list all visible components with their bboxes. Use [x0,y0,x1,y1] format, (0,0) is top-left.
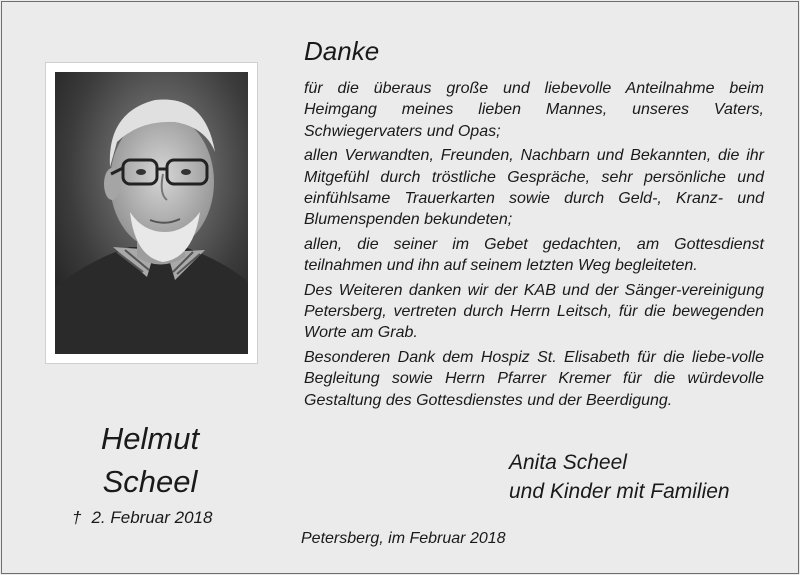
signature-line-1: Anita Scheel [509,451,627,474]
place-date: Petersberg, im Februar 2018 [301,530,506,547]
notice-paragraph: für die überaus große und liebevolle Anteilnahme beim Heimgang meines lieben Mannes, unseres Vaters, Schwiegervaters und Opas; [304,80,764,140]
obituary-card [1,1,799,574]
portrait-frame [45,62,258,364]
deceased-first-name: Helmut [100,421,200,456]
notice-body [304,78,764,414]
deceased-last-name: Scheel [102,464,198,499]
notice-paragraph: allen, die seiner im Gebet gedachten, am Gottesdienst teilnahmen und ihn auf seinem letzten Weg begleiteten. [304,235,764,275]
signature-line-2: und Kinder mit Familien [509,480,730,503]
cross-icon: † [72,508,82,527]
notice-paragraph: allen Verwandten, Freunden, Nachbarn und Bekannten, die ihr Mitgefühl durch tröstliche Gespräche, sehr persönliche und einfühlsame Trauerkarten sowie durch Geld-, Kranz- und Blumenspenden bekundeten; [304,147,764,229]
death-info [72,508,212,528]
notice-paragraph: Des Weiteren danken wir der KAB und der Sänger-vereinigung Petersberg, vertreten durch Herrn Leitsch, für die bewegenden Worte am Grab. [304,281,764,342]
portrait-photo-icon [55,72,248,354]
notice-heading: Danke [304,36,380,66]
death-date: 2. Februar 2018 [91,508,213,527]
notice-paragraph: Besonderen Dank dem Hospiz St. Elisabeth für die liebe-volle Begleitung sowie Herrn Pfarrer Kremer für die würdevolle Gestaltung des Gottesdienstes und der Beerdigung. [304,348,764,409]
signature [509,448,730,506]
